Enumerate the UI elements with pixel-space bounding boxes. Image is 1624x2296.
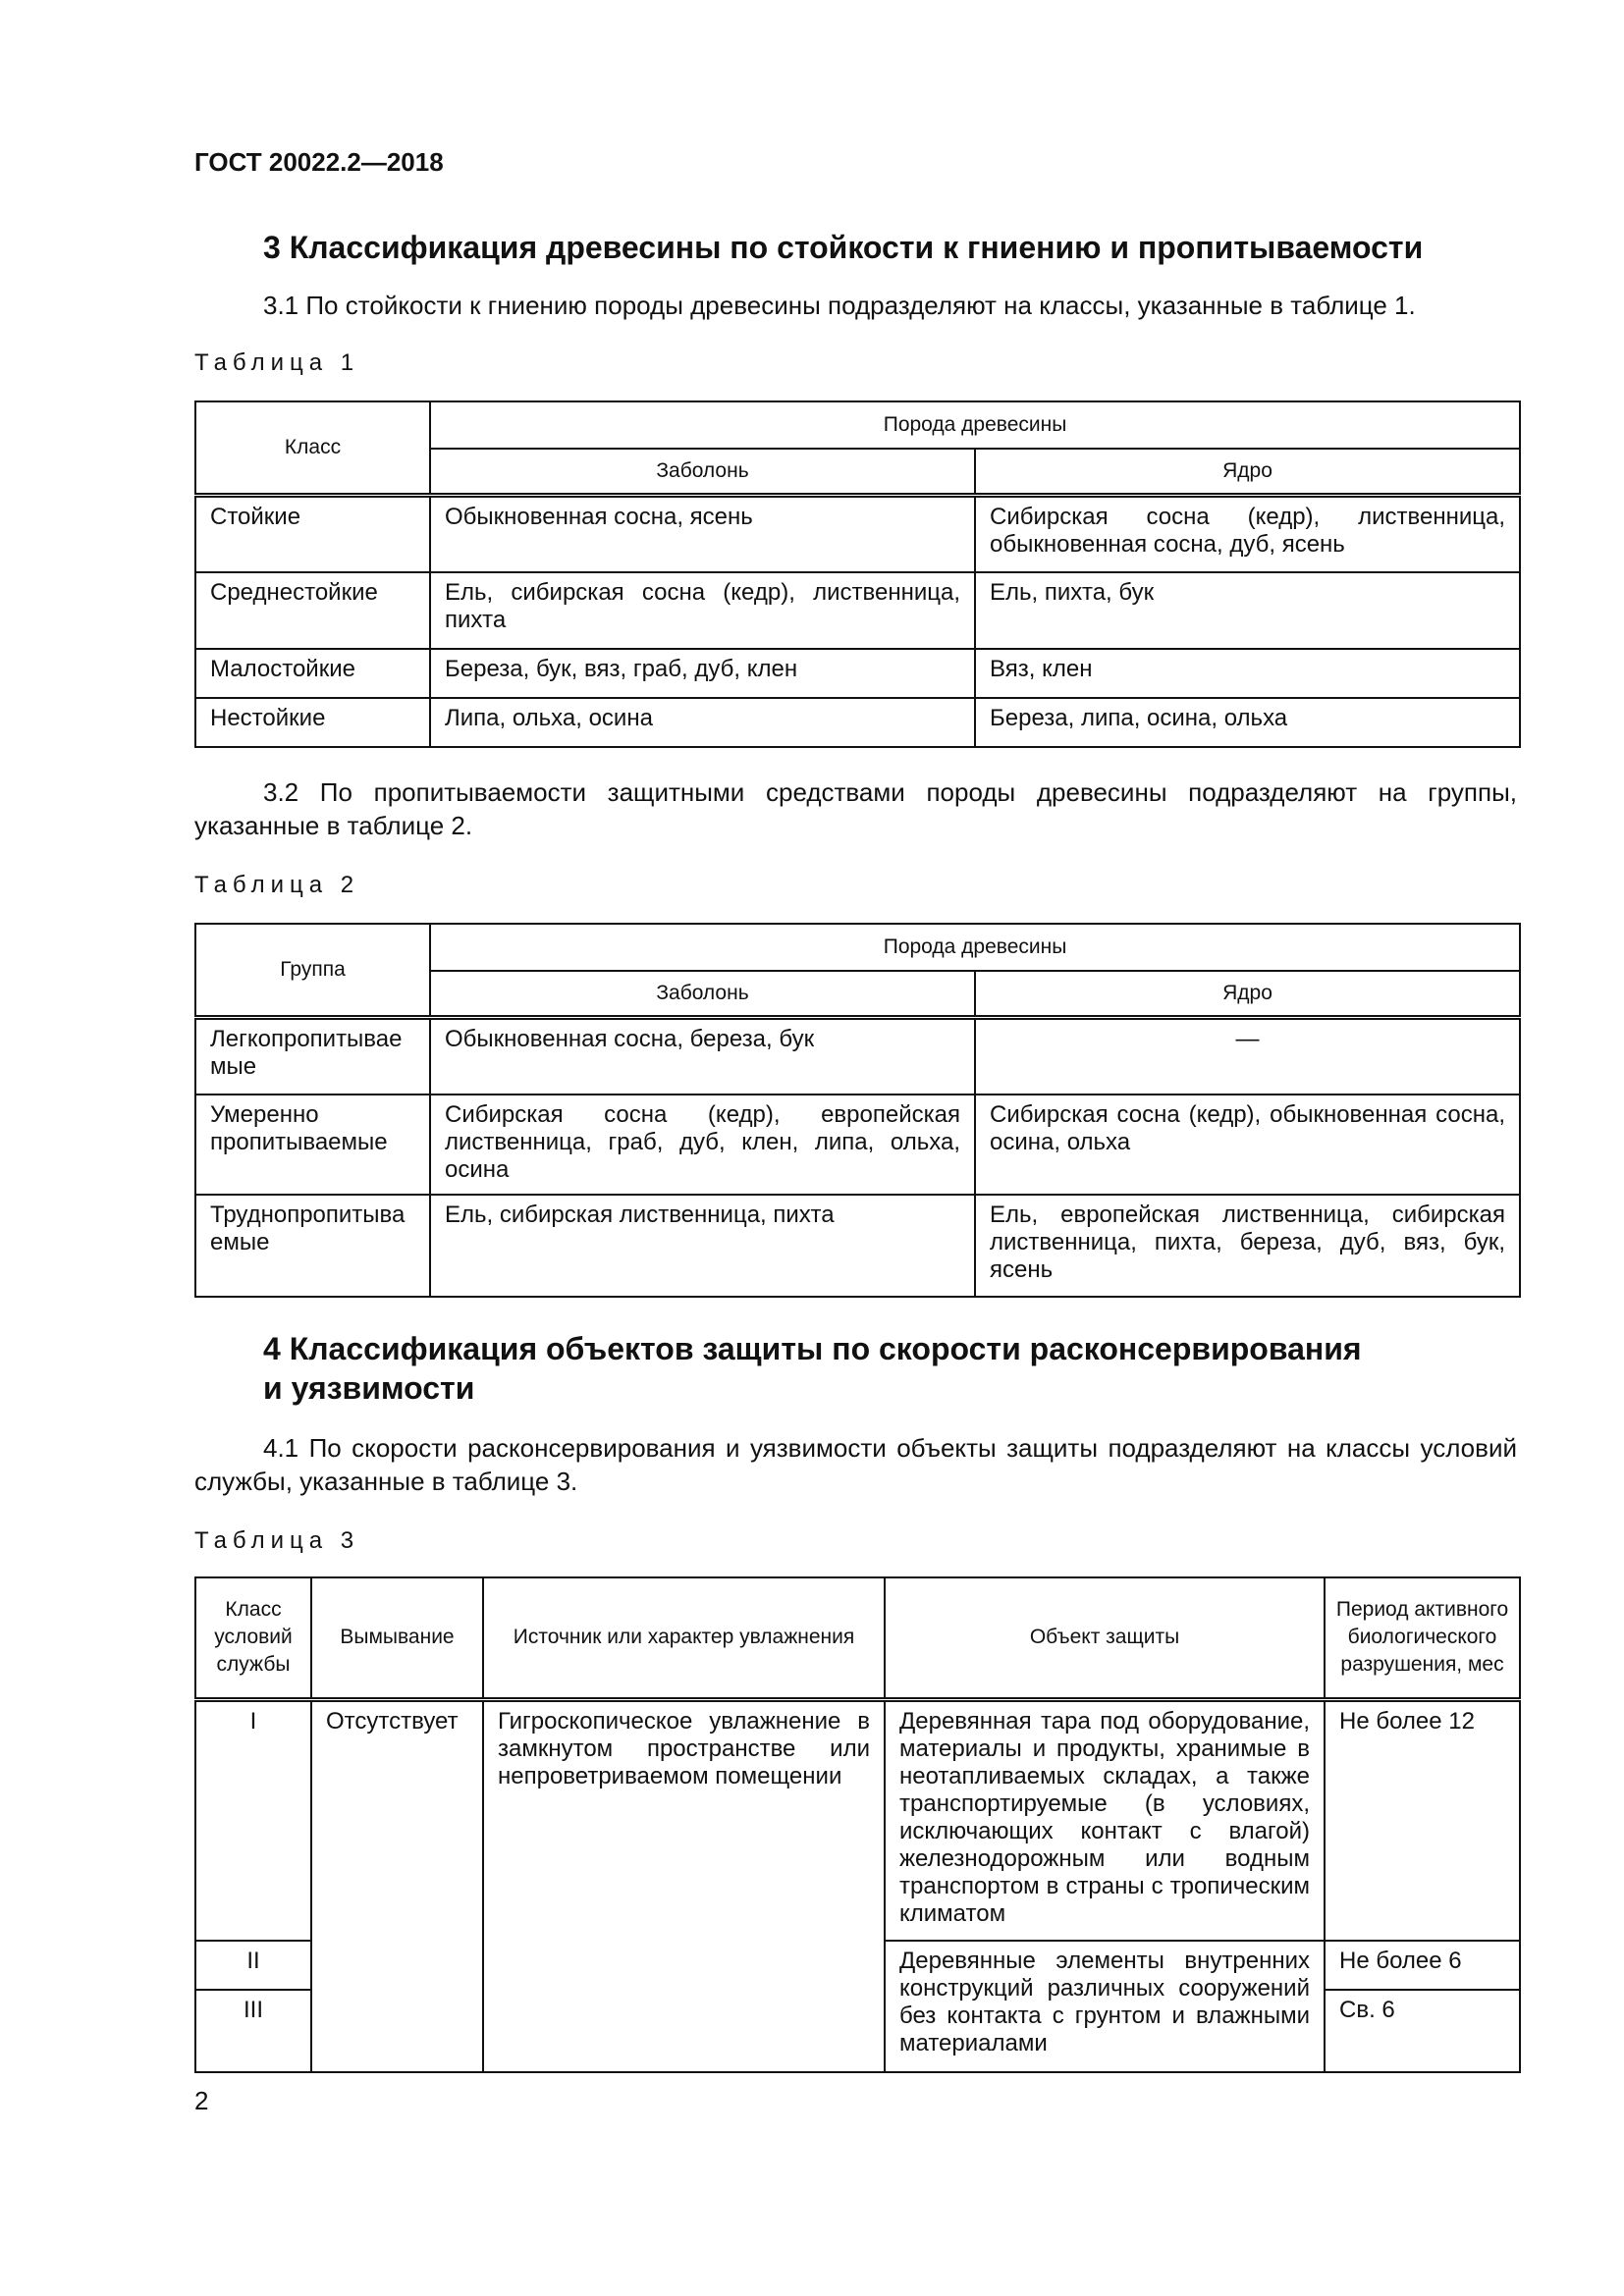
- table-cell-wash: Отсутствует: [311, 1699, 483, 2072]
- paragraph-4-1: 4.1 По скорости расконсервирования и уязвимости объекты защиты подразделяют на классы условий службы, указанные в таблице 3.: [194, 1433, 1517, 1496]
- table-1-header-breed: Порода древесины: [430, 401, 1520, 449]
- table-cell-core: Ель, европейская лиственница, сибирская лиственница, пихта, береза, дуб, вяз, бук, ясень: [975, 1195, 1520, 1297]
- table-2-header-sapwood: Заболонь: [430, 971, 975, 1018]
- standard-header: ГОСТ 20022.2—2018: [194, 147, 444, 177]
- table-3-header-period: Период активного биологического разрушения, мес: [1325, 1577, 1520, 1699]
- table-2-header-breed: Порода древесины: [430, 924, 1520, 971]
- table-cell-core: Береза, липа, осина, ольха: [975, 698, 1520, 747]
- table-row: [195, 1195, 1520, 1297]
- table-cell-class: Малостойкие: [195, 649, 430, 698]
- table-cell-sapwood: Береза, бук, вяз, граб, дуб, клен: [430, 649, 975, 698]
- table-cell-core: Ель, пихта, бук: [975, 572, 1520, 649]
- table-1-header-sapwood: Заболонь: [430, 449, 975, 496]
- paragraph-3-1: 3.1 По стойкости к гниению породы древесины подразделяют на классы, указанные в таблице 1.: [263, 291, 1416, 320]
- section-4-title-line-1: 4 Классификация объектов защиты по скорости расконсервирования: [263, 1331, 1362, 1366]
- table-cell-class: Среднестойкие: [195, 572, 430, 649]
- table-cell-class: I: [195, 1699, 311, 1941]
- section-3-title: 3 Классификация древесины по стойкости к гниению и пропитываемости: [263, 230, 1424, 265]
- table-1-header-class: Класс: [195, 401, 430, 496]
- table-2-header-group: Группа: [195, 924, 430, 1018]
- table-1-header-core: Ядро: [975, 449, 1520, 496]
- table-1: [194, 400, 1521, 748]
- table-cell-group: Труднопропитываемые: [195, 1195, 430, 1297]
- table-cell-sapwood: Обыкновенная сосна, ясень: [430, 496, 975, 572]
- page-number: 2: [194, 2086, 209, 2115]
- section-4-title: [263, 1329, 1362, 1408]
- table-row: [195, 649, 1520, 698]
- table-cell-sapwood: Липа, ольха, осина: [430, 698, 975, 747]
- table-row: [195, 1095, 1520, 1195]
- table-row: [195, 1018, 1520, 1095]
- table-cell-sapwood: Ель, сибирская сосна (кедр), лиственница, пихта: [430, 572, 975, 649]
- table-row: [195, 496, 1520, 572]
- table-row: [195, 698, 1520, 747]
- table-cell-sapwood: Обыкновенная сосна, береза, бук: [430, 1018, 975, 1095]
- table-cell-period: Не более 12: [1325, 1699, 1520, 1941]
- table-1-caption: Таблица 1: [194, 349, 360, 376]
- table-3-header-class: Класс условий службы: [195, 1577, 311, 1699]
- table-cell-period: Св. 6: [1325, 1990, 1520, 2072]
- table-3: [194, 1576, 1521, 2073]
- table-cell-period: Не более 6: [1325, 1941, 1520, 1990]
- table-3-header-wash: Вымывание: [311, 1577, 483, 1699]
- table-cell-core: Сибирская сосна (кедр), обыкновенная сосна, осина, ольха: [975, 1095, 1520, 1195]
- table-cell-core: —: [975, 1018, 1520, 1095]
- table-cell-class: III: [195, 1990, 311, 2072]
- table-3-header-source: Источник или характер увлажнения: [483, 1577, 885, 1699]
- table-cell-class: II: [195, 1941, 311, 1990]
- table-cell-core: Сибирская сосна (кедр), лиственница, обыкновенная сосна, дуб, ясень: [975, 496, 1520, 572]
- table-2: [194, 923, 1521, 1298]
- table-cell-source: Гигроскопическое увлажнение в замкнутом пространстве или непроветриваемом помещении: [483, 1699, 885, 2072]
- table-cell-object: Деревянная тара под оборудование, материалы и продукты, хранимые в неотапливаемых складах, а также транспортируемые (в условиях, исключающих контакт с влагой) железнодорожным или водным транспортом в страны с тропическим климатом: [885, 1699, 1325, 1941]
- paragraph-3-2: 3.2 По пропитываемости защитными средствами породы древесины подразделяют на группы, указанные в таблице 2.: [194, 777, 1517, 840]
- table-cell-sapwood: Сибирская сосна (кедр), европейская лиственница, граб, дуб, клен, липа, ольха, осина: [430, 1095, 975, 1195]
- table-2-header-core: Ядро: [975, 971, 1520, 1018]
- table-cell-object: Деревянные элементы внутренних конструкций различных сооружений без контакта с грунтом и влажными материалами: [885, 1941, 1325, 2072]
- table-cell-core: Вяз, клен: [975, 649, 1520, 698]
- table-cell-class: Стойкие: [195, 496, 430, 572]
- section-4-title-line-2: и уязвимости: [263, 1370, 475, 1406]
- table-2-caption: Таблица 2: [194, 872, 360, 898]
- table-cell-group: Легкопропитываемые: [195, 1018, 430, 1095]
- table-cell-class: Нестойкие: [195, 698, 430, 747]
- table-cell-group: Умеренно пропитываемые: [195, 1095, 430, 1195]
- table-row: [195, 572, 1520, 649]
- table-3-caption: Таблица 3: [194, 1527, 360, 1554]
- table-cell-sapwood: Ель, сибирская лиственница, пихта: [430, 1195, 975, 1297]
- table-3-header-object: Объект защиты: [885, 1577, 1325, 1699]
- table-row: [195, 1699, 1520, 1941]
